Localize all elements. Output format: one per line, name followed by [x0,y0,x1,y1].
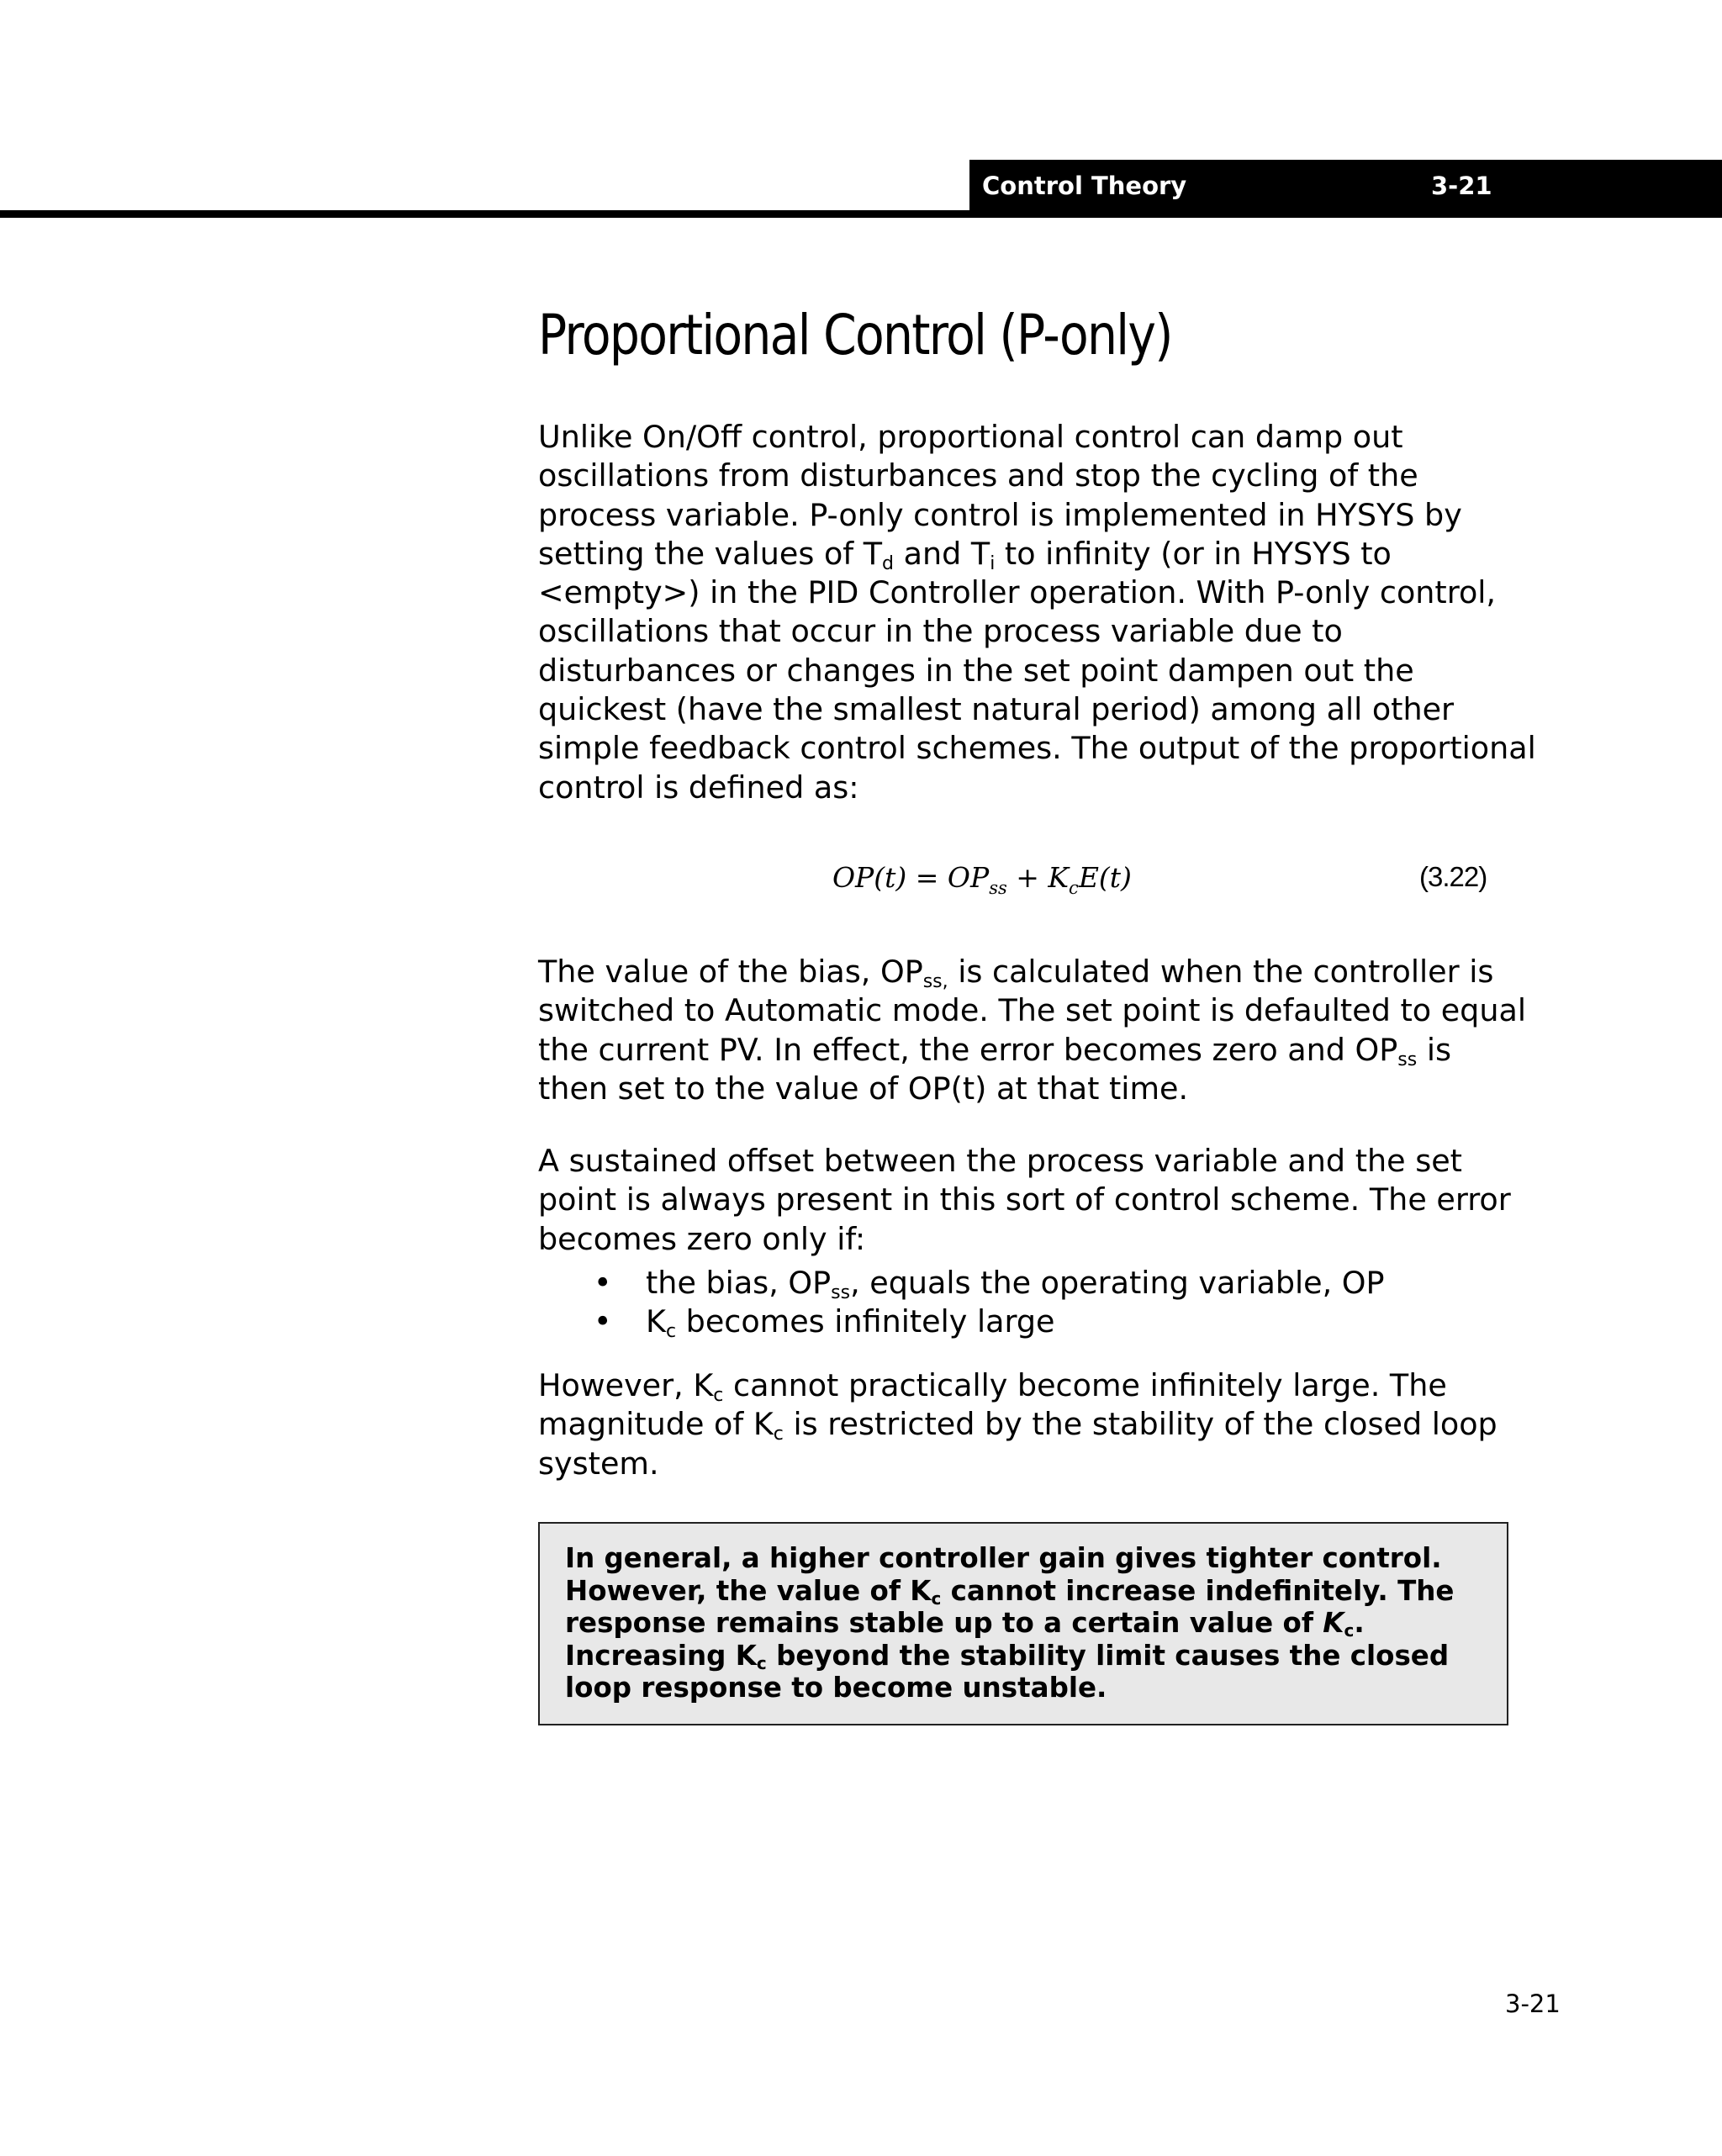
bullet-icon: • [594,1303,612,1340]
note-text: In general, a higher controller gain gives tighter control. However, the value of $K_c$ cannot increase indefinitely. The response remains stable up to a certain value of $K_c$. Increasing $K_c$ beyond the stability limit causes the closed loop response to become unstable. [565,1542,1455,1704]
bias-paragraph [538,953,1526,1108]
text-line: The value of the bias, $OP_{ss,}$ is calculated when the controller is [538,954,1494,992]
offset-paragraph [538,1142,1513,1259]
text-line: then set to the value of OP(t) at that time. [538,1070,1189,1107]
text-line: point is always present in this sort of control scheme. The error [538,1181,1511,1218]
text-line: oscillations that occur in the process variable due to [538,613,1343,650]
text-line: the current PV. In effect, the error becomes zero and $OP_{ss}$ is [538,1031,1451,1070]
text-line: switched to Automatic mode. The set point is defaulted to equal [538,992,1526,1029]
note-box [538,1522,1508,1725]
text-line: quickest (have the smallest natural period) among all other [538,691,1455,728]
text-line: control is defined as: [538,769,859,806]
text-line: Unlike On/Off control, proportional control can damp out [538,419,1403,455]
page-title: Proportional Control (P-only) [538,303,1172,367]
header-page-number: 3-21 [1431,172,1492,200]
text-line: oscillations from disturbances and stop the cycling of the [538,457,1418,494]
list-item: • the bias, $OP_{ss}$, equals the operating variable, OP [594,1265,1385,1303]
equation-number: (3.22) [1419,861,1487,892]
text-line: setting the values of $T_d$ and $T_i$ to infinity (or in HYSYS to [538,535,1392,574]
text-line: <empty>) in the PID Controller operation. With P-only control, [538,574,1497,611]
text-line: However, $K_c$ cannot practically become infinitely large. The [538,1367,1447,1406]
text-line: magnitude of $K_c$ is restricted by the stability of the closed loop [538,1406,1498,1445]
text-line: system. [538,1445,659,1482]
header-section-title: Control Theory [982,172,1187,200]
condition-list [538,1264,1385,1341]
text-line: process variable. P-only control is implemented in HYSYS by [538,496,1462,533]
text-line: disturbances or changes in the set point dampen out the [538,652,1414,689]
intro-paragraph [538,418,1536,807]
text-line: becomes zero only if: [538,1220,866,1257]
footer-page-number: 3-21 [1505,1990,1561,2018]
text-line: A sustained offset between the process variable and the set [538,1143,1462,1179]
text-line: simple feedback control schemes. The output of the proportional [538,730,1536,767]
equation: $OP(t) = OP_{ss} + K_cE(t)$ [832,861,1132,898]
bullet-icon: • [594,1265,612,1301]
however-paragraph [538,1366,1513,1483]
list-item: • $K_c$ becomes infinitely large [594,1303,1055,1342]
